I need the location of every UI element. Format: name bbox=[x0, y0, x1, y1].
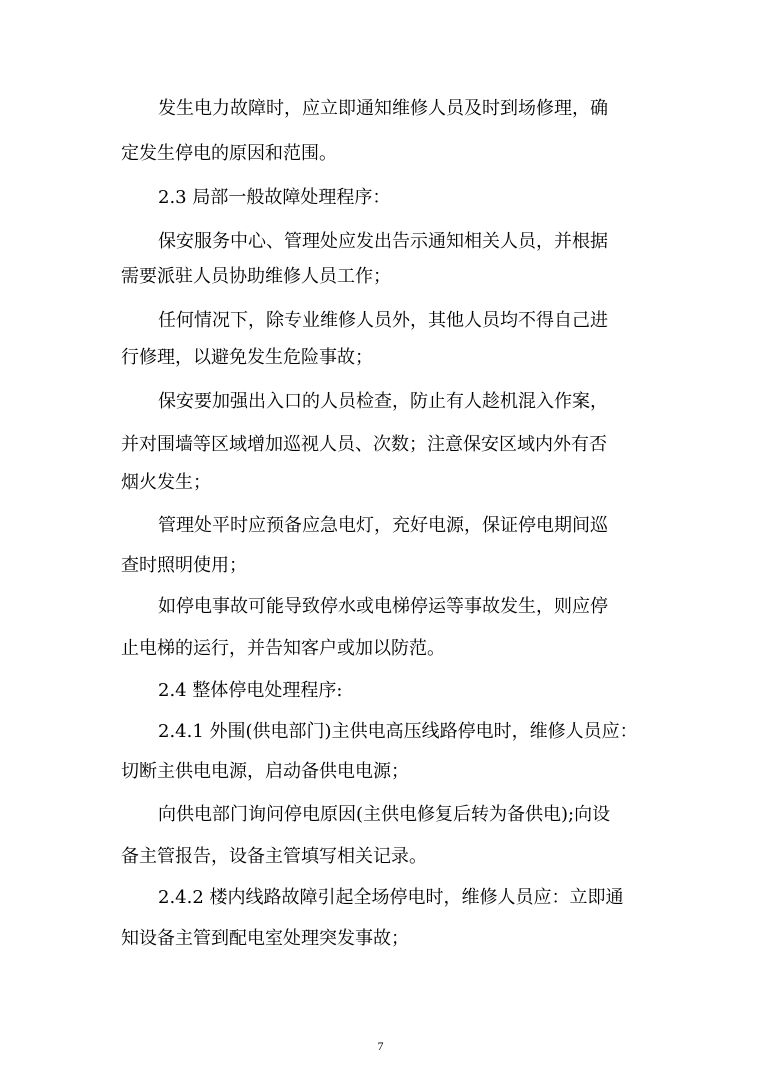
page-number: 7 bbox=[377, 1039, 384, 1053]
text-line: 行修理，以避免发生危险事故； bbox=[121, 347, 373, 368]
text-line: 并对围墙等区域增加巡视人员、次数；注意保安区域内外有否 bbox=[121, 434, 607, 455]
text-line: 切断主供电电源，启动备供电电源； bbox=[121, 761, 409, 782]
text-line: 任何情况下，除专业维修人员外，其他人员均不得自己进 bbox=[158, 310, 608, 331]
text-line: 2.4.2 楼内线路故障引起全场停电时，维修人员应：立即通 bbox=[158, 887, 624, 908]
text-line: 止电梯的运行，并告知客户或加以防范。 bbox=[121, 638, 445, 659]
section-heading: 2.3 局部一般故障处理程序： bbox=[158, 187, 391, 208]
text-line: 发生电力故障时，应立即通知维修人员及时到场修理，确 bbox=[158, 98, 608, 119]
text-line: 备主管报告，设备主管填写相关记录。 bbox=[121, 846, 427, 867]
text-line: 保安服务中心、管理处应发出告示通知相关人员，并根据 bbox=[158, 231, 608, 252]
text-line: 保安要加强出入口的人员检查，防止有人趁机混入作案， bbox=[158, 391, 608, 412]
text-line: 需要派驻人员协助维修人员工作； bbox=[121, 266, 391, 287]
text-line: 知设备主管到配电室处理突发事故； bbox=[121, 928, 409, 949]
section-heading: 2.4 整体停电处理程序: bbox=[158, 680, 343, 701]
text-line: 烟火发生； bbox=[121, 472, 211, 493]
text-line: 向供电部门询问停电原因(主供电修复后转为备供电);向设 bbox=[158, 804, 611, 825]
text-line: 定发生停电的原因和范围。 bbox=[121, 143, 337, 164]
text-line: 2.4.1 外围(供电部门)主供电高压线路停电时，维修人员应： bbox=[158, 721, 638, 742]
text-line: 如停电事故可能导致停水或电梯停运等事故发生，则应停 bbox=[158, 596, 608, 617]
text-line: 查时照明使用； bbox=[121, 555, 247, 576]
text-line: 管理处平时应预备应急电灯，充好电源，保证停电期间巡 bbox=[158, 515, 608, 536]
